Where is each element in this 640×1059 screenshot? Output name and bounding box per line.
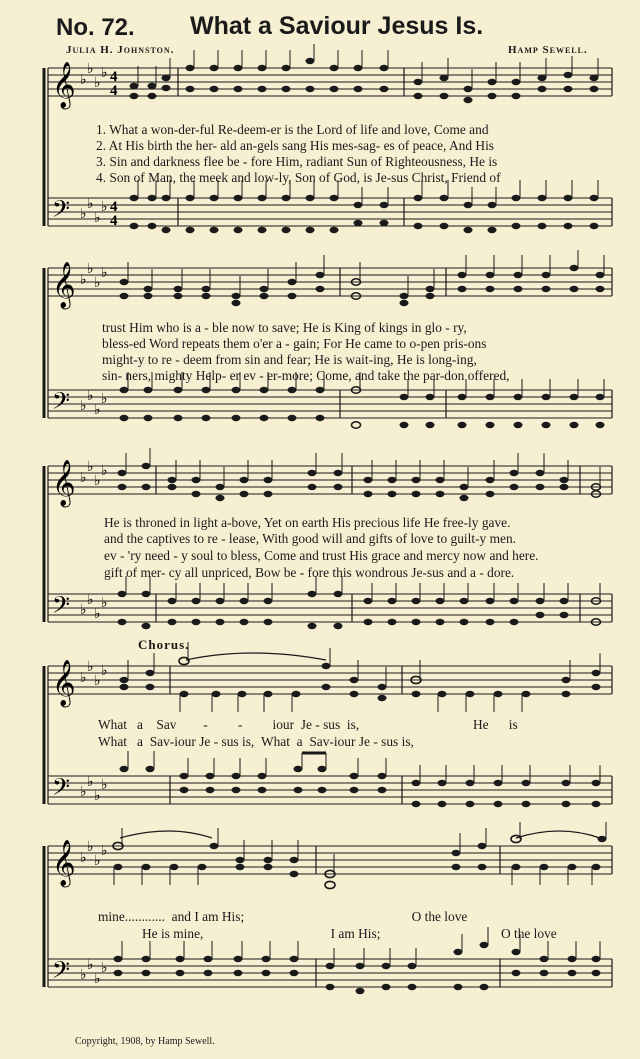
- hymn-title: What a Saviour Jesus Is.: [190, 12, 484, 40]
- bass-clef-icon: 𝄢: [52, 773, 71, 806]
- svg-text:4: 4: [110, 199, 118, 215]
- svg-text:♭: ♭: [80, 72, 87, 88]
- svg-text:♭: ♭: [94, 275, 101, 291]
- lyric-word: He: [473, 717, 489, 732]
- bass-clef-icon: 𝄢: [52, 387, 71, 420]
- bass-staff: [48, 390, 612, 418]
- svg-text:♭: ♭: [101, 960, 108, 976]
- bass-notes: [120, 387, 605, 428]
- bass-notes: [130, 195, 599, 233]
- svg-text:♭: ♭: [87, 659, 94, 675]
- bass-notes: [118, 591, 601, 629]
- svg-text:♭: ♭: [80, 398, 87, 414]
- svg-text:♭: ♭: [80, 850, 87, 866]
- treble-notes: [113, 835, 607, 888]
- lyric-word: Sav-iour: [149, 734, 196, 749]
- lyric-word: He is mine,: [142, 926, 204, 941]
- system-1-verse-3: 3. Sin and darkness flee be - fore Him, radiant Sun of Righteousness, He is: [96, 154, 498, 169]
- treble-clef-icon: 𝄞: [52, 262, 76, 308]
- bass-clef-icon: 𝄢: [52, 591, 71, 624]
- svg-text:♭: ♭: [87, 957, 94, 973]
- lyric-word: is,: [401, 734, 414, 749]
- chorus-line-1: [98, 717, 518, 733]
- svg-text:♭: ♭: [101, 463, 108, 479]
- treble-clef-icon: 𝄞: [52, 660, 76, 706]
- svg-text:♭: ♭: [87, 774, 94, 790]
- treble-clef-icon: 𝄞: [52, 840, 76, 886]
- svg-text:♭: ♭: [80, 967, 87, 983]
- treble-staff: [48, 68, 612, 96]
- svg-text:4: 4: [110, 213, 118, 229]
- treble-notes: [120, 657, 601, 701]
- svg-text:♭: ♭: [94, 75, 101, 91]
- lyric-word: Je - sus: [358, 734, 399, 749]
- lyric-word: What: [260, 734, 290, 749]
- treble-notes: [120, 265, 605, 306]
- svg-text:♭: ♭: [87, 261, 94, 277]
- lyric-word: O the love: [411, 909, 468, 924]
- svg-text:♭: ♭: [101, 65, 108, 81]
- svg-text:♭: ♭: [94, 606, 101, 622]
- svg-text:♭: ♭: [87, 388, 94, 404]
- bass-clef-icon: 𝄢: [52, 195, 71, 228]
- lyric-word: -: [237, 717, 243, 732]
- treble-clef-icon: 𝄞: [52, 460, 76, 506]
- svg-text:♭: ♭: [87, 61, 94, 77]
- svg-text:♭: ♭: [101, 777, 108, 793]
- bass-staff: [48, 594, 612, 622]
- svg-text:4: 4: [110, 83, 118, 99]
- system-1-verse-4: 4. Son of Man, the meek and low-ly, Son of God, is Je-sus Christ, Friend of: [96, 170, 501, 185]
- bass-staff: [48, 198, 612, 226]
- svg-text:♭: ♭: [94, 210, 101, 226]
- lyric-word: a: [137, 734, 143, 749]
- svg-text:♭: ♭: [80, 272, 87, 288]
- chorus-line-4: [142, 926, 557, 942]
- lyric-word: mine: [98, 909, 125, 924]
- svg-text:♭: ♭: [80, 470, 87, 486]
- lyric-word: ............: [124, 909, 165, 924]
- system-2-verse-4: sin- ners, mighty Help- er ev - er-more; Come, and take the par-don offered,: [102, 368, 510, 383]
- copyright-notice: Copyright, 1908, by Hamp Sewell.: [75, 1036, 215, 1047]
- lyric-word: What: [98, 734, 127, 749]
- lyric-word: a: [296, 734, 303, 749]
- svg-text:♭: ♭: [80, 602, 87, 618]
- bass-clef-icon: 𝄢: [52, 956, 71, 989]
- svg-text:♭: ♭: [101, 265, 108, 281]
- lyric-word: Je - sus: [199, 734, 239, 749]
- svg-text:♭: ♭: [80, 206, 87, 222]
- system-1-verse-1: 1. What a won-der-ful Re-deem-er is the Lord of life and love, Come and: [96, 122, 489, 137]
- svg-text:♭: ♭: [101, 391, 108, 407]
- chorus-line-3: [98, 909, 467, 925]
- lyric-word: Sav: [156, 717, 177, 732]
- svg-text:4: 4: [110, 69, 118, 85]
- svg-text:♭: ♭: [94, 971, 101, 987]
- treble-staff: [48, 666, 612, 694]
- system-2-verse-3: might-y to re - deem from sin and fear; He is wait-ing, He is long-ing,: [102, 352, 477, 367]
- bass-notes: [120, 766, 601, 807]
- lyric-word: is,: [241, 734, 255, 749]
- svg-text:♭: ♭: [87, 592, 94, 608]
- lyric-word: is: [508, 717, 518, 732]
- svg-text:♭: ♭: [94, 853, 101, 869]
- system-3-verse-2: and the captives to re - lease, With good will and gifts of love to guilt-y men.: [104, 531, 516, 546]
- svg-text:♭: ♭: [94, 473, 101, 489]
- lyric-word: is,: [346, 717, 360, 732]
- composer: Hamp Sewell.: [508, 44, 588, 56]
- svg-text:♭: ♭: [94, 673, 101, 689]
- lyric-word: iour: [272, 717, 295, 732]
- chorus-line-2: [98, 734, 414, 750]
- svg-text:♭: ♭: [87, 459, 94, 475]
- lyric-word: a: [137, 717, 143, 732]
- system-2-verse-1: trust Him who is a - ble now to save; He is King of kings in glo - ry,: [102, 320, 467, 335]
- treble-notes: [118, 463, 601, 501]
- lyricist: Julia H. Johnston.: [66, 44, 175, 56]
- svg-text:♭: ♭: [80, 670, 87, 686]
- system-3-verse-4: gift of mer- cy all unpriced, Bow be - fore this wondrous Je-sus and a - dore.: [104, 565, 515, 580]
- system-2-verse-2: bless-ed Word repeats them o'er a - gain; For He came to o-pen pris-ons: [102, 336, 487, 351]
- svg-text:♭: ♭: [101, 843, 108, 859]
- lyric-word: and I am His;: [171, 909, 245, 924]
- svg-text:♭: ♭: [101, 199, 108, 215]
- treble-clef-icon: 𝄞: [52, 62, 76, 108]
- system-3-verse-3: ev - 'ry need - y soul to bless, Come and trust His grace and mercy now and here.: [104, 548, 539, 563]
- lyric-word: Je - sus: [300, 717, 341, 732]
- svg-text:♭: ♭: [87, 839, 94, 855]
- lyric-word: Sav-iour: [309, 734, 356, 749]
- lyric-word: What: [98, 717, 127, 732]
- svg-text:♭: ♭: [87, 196, 94, 212]
- system-1-verse-2: 2. At His birth the her- ald an-gels sang His mes-sag- es of peace, And His: [96, 138, 495, 153]
- svg-text:♭: ♭: [94, 402, 101, 418]
- lyric-word: -: [203, 717, 208, 732]
- lyric-word: O the love: [500, 926, 557, 941]
- treble-staff: [48, 268, 612, 296]
- svg-text:♭: ♭: [101, 595, 108, 611]
- svg-text:♭: ♭: [101, 663, 108, 679]
- svg-text:♭: ♭: [94, 788, 101, 804]
- bass-stems: [128, 751, 600, 783]
- system-3-verse-1: He is throned in light a-bove, Yet on earth His precious life He free-ly gave.: [104, 515, 511, 530]
- treble-staff: [48, 466, 612, 494]
- bass-notes: [114, 942, 601, 994]
- chorus-label: Chorus.: [138, 637, 190, 652]
- hymn-number: No. 72.: [56, 14, 135, 41]
- svg-text:♭: ♭: [80, 784, 87, 800]
- lyric-word: I am His;: [330, 926, 381, 941]
